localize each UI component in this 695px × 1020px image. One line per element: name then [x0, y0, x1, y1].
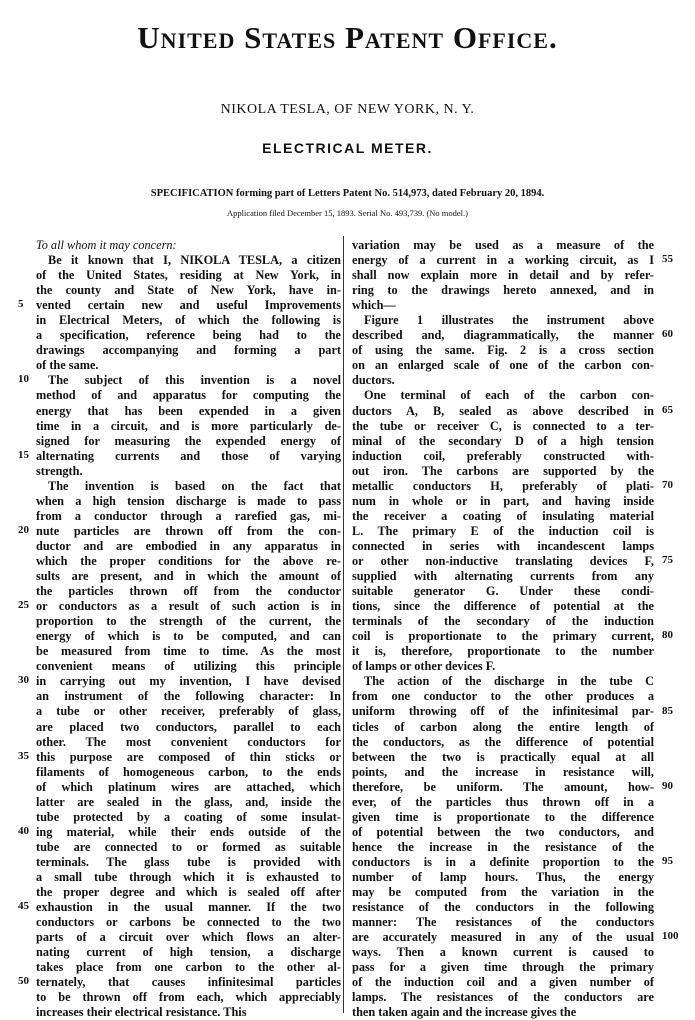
text-line: of the United States, residing at New York, in [36, 268, 341, 283]
text-line: alternating currents and those of varying [36, 448, 341, 463]
text-line: exhaustion in the usual manner. If the two [36, 900, 341, 915]
text-line: coil is proportionate to the primary current, [352, 629, 654, 644]
text-line: when a high tension discharge is made to pass [36, 493, 341, 508]
text-line: time in a circuit, and is more particularly de- [36, 418, 341, 433]
text-line: which— [352, 298, 396, 313]
text-line: proportion to the strength of the current, the [36, 614, 341, 629]
text-line: num in whole or in part, and having inside [352, 493, 654, 508]
patent-title: ELECTRICAL METER. [262, 140, 433, 156]
text-line: The subject of this invention is a novel [48, 373, 341, 388]
patent-office-heading: United States Patent Office. [137, 20, 558, 55]
text-line: ternately, that causes infinitesimal particles [36, 975, 341, 990]
text-line: takes place from one carbon to the other al- [36, 960, 341, 975]
line-number: 95 [662, 855, 673, 868]
text-line: strength. [36, 463, 83, 478]
text-line: the county and State of New York, have in- [36, 283, 341, 298]
text-line: tions, since the difference of potential at the [352, 599, 654, 614]
text-line: One terminal of each of the carbon con- [364, 388, 654, 403]
text-line: an instrument of the following character: In [36, 689, 341, 704]
specification-line: SPECIFICATION forming part of Letters Patent No. 514,973, dated February 20, 1894. [150, 188, 545, 199]
text-line: energy of a current in a working circuit, as I [352, 253, 654, 268]
text-line: the conductors, as the difference of potential [352, 734, 654, 749]
text-line: ductors A, B, sealed as above described in [352, 403, 654, 418]
text-line: resistance of the conductors in the following [352, 900, 654, 915]
text-line: minal of the secondary D of a high tension [352, 433, 654, 448]
text-line: shall now explain more in detail and by refer- [352, 268, 654, 283]
text-line: a small tube through which it is exhausted to [36, 869, 341, 884]
text-line: in carrying out my invention, I have devised [36, 674, 341, 689]
text-line: from a conductor through a rarefied gas, mi- [36, 508, 341, 523]
text-line: latter are sealed in the glass, and, inside the [36, 794, 341, 809]
line-number: 20 [18, 523, 29, 536]
line-number: 70 [662, 478, 673, 491]
text-line: vented certain new and useful Improvements [36, 298, 341, 313]
text-line: of potential between the two conductors, and [352, 824, 654, 839]
text-line: are placed two conductors, parallel to each [36, 719, 341, 734]
text-line: the proper degree and which is sealed off after [36, 885, 341, 900]
line-number: 50 [18, 975, 29, 988]
text-line: sults are present, and in which the amount of [36, 569, 341, 584]
text-line: The invention is based on the fact that [48, 478, 341, 493]
line-number: 80 [662, 629, 673, 642]
text-line: other. The most convenient conductors for [36, 734, 341, 749]
line-number: 100 [662, 930, 679, 943]
text-line: or other non-inductive translating devices F, [352, 553, 654, 568]
line-number: 85 [662, 704, 673, 717]
text-line: Figure 1 illustrates the instrument above [364, 313, 654, 328]
text-line: metallic conductors H, preferably of plati- [352, 478, 654, 493]
line-number: 30 [18, 674, 29, 687]
text-line: conductors is in a definite proportion to the [352, 854, 654, 869]
line-number: 90 [662, 779, 673, 792]
text-line: this purpose are composed of thin sticks or [36, 749, 341, 764]
left-column [36, 238, 341, 1020]
application-line: Application filed December 15, 1893. Serial No. 493,739. (No model.) [226, 208, 468, 218]
text-line: nating current of high tension, a discharge [36, 945, 341, 960]
text-line: a tube or other receiver, preferably of glass, [36, 704, 341, 719]
text-line: induction coil, preferably constructed with- [352, 448, 654, 463]
text-line: or conductors as a result of such action is in [36, 599, 341, 614]
text-line: then taken again and the increase gives the [352, 1005, 577, 1020]
line-number: 75 [662, 554, 673, 567]
text-line: filaments of homogeneous carbon, to the ends [36, 764, 341, 779]
text-line: may be computed from the variation in the [352, 885, 654, 900]
text-line: pass for a given time through the primary [352, 960, 654, 975]
text-line: described and, diagrammatically, the manner [352, 328, 654, 343]
text-line: tube are connected to or formed as suitable [36, 839, 341, 854]
text-line: manner: The resistances of the conductors [352, 915, 654, 930]
text-line: suitable generator G. Under these condi- [352, 584, 654, 599]
text-line: variation may be used as a measure of the [352, 238, 654, 252]
text-line: conductors or carbons be connected to the two [36, 915, 341, 930]
text-line: parts of a circuit over which flows an alter- [36, 930, 341, 945]
text-line: of lamps or other devices F. [352, 659, 496, 674]
text-line: out iron. The carbons are supported by the [352, 463, 654, 478]
text-line: To all whom it may concern: [36, 238, 177, 252]
line-number: 15 [18, 448, 29, 461]
line-number: 65 [662, 403, 673, 416]
line-number: 25 [18, 599, 29, 612]
text-line: lamps. The resistances of the conductors are [352, 990, 654, 1005]
text-line: points, and the increase in resistance will, [352, 764, 654, 779]
line-number: 10 [18, 373, 29, 386]
text-line: the particles thrown off from the conductor [36, 584, 341, 599]
text-line: it is, therefore, proportionate to the number [352, 644, 654, 659]
text-line: which the proper conditions for the above re- [36, 553, 341, 568]
text-line: ways. Then a known current is caused to [352, 945, 654, 960]
text-line: given time is proportionate to the difference [352, 809, 654, 824]
text-line: ever, of the particles thus thrown off in a [352, 794, 654, 809]
text-line: L. The primary E of the induction coil is [352, 523, 654, 538]
text-line: from one conductor to the other produces a [352, 689, 654, 704]
text-line: to be thrown off from each, which appreciably [36, 990, 341, 1005]
text-line: drawings accompanying and forming a part [36, 343, 341, 358]
text-line: signed for measuring the expended energy of [36, 433, 341, 448]
right-column [352, 238, 654, 1020]
text-line: nute particles are thrown off from the con- [36, 523, 341, 538]
column-divider [343, 236, 344, 1013]
line-number: 45 [18, 900, 29, 913]
text-line: on an enlarged scale of one of the carbon con- [352, 358, 654, 373]
text-line: of using the same. Fig. 2 is a cross section [352, 343, 654, 358]
line-number: 35 [18, 749, 29, 762]
text-line: increases their electrical resistance. This [36, 1005, 247, 1020]
text-line: terminals. The glass tube is provided with [36, 854, 341, 869]
text-line: ticles of carbon along the entire length of [352, 719, 654, 734]
text-line: therefore, be uniform. The amount, how- [352, 779, 654, 794]
text-line: connected in series with incandescent lamps [352, 538, 654, 553]
text-line: of the same. [36, 358, 99, 373]
inventor-line: NIKOLA TESLA, OF NEW YORK, N. Y. [220, 102, 475, 117]
text-line: ing material, while their ends outside of the [36, 824, 341, 839]
line-number: 55 [662, 253, 673, 266]
text-line: number of lamp hours. Thus, the energy [352, 869, 654, 884]
text-line: in Electrical Meters, of which the following is [36, 313, 341, 328]
text-line: hence the increase in the resistance of the [352, 839, 654, 854]
text-line: between the two is practically equal at all [352, 749, 654, 764]
line-number: 60 [662, 328, 673, 341]
text-line: method of and apparatus for computing the [36, 388, 341, 403]
line-number: 5 [18, 298, 24, 311]
text-line: uniform throwing off of the infinitesimal par- [352, 704, 654, 719]
text-line: are accurately measured in any of the usual [352, 930, 654, 945]
text-line: of which platinum wires are attached, which [36, 779, 341, 794]
text-line: The action of the discharge in the tube C [364, 674, 654, 689]
text-line: ductor and are embodied in any apparatus in [36, 538, 341, 553]
text-line: be measured from time to time. As the most [36, 644, 341, 659]
text-line: energy of which is to be computed, and can [36, 629, 341, 644]
text-line: terminals of the secondary of the induction [352, 614, 654, 629]
text-line: a specification, reference being had to the [36, 328, 341, 343]
text-line: supplied with alternating currents from any [352, 569, 654, 584]
text-line: ductors. [352, 373, 395, 388]
text-line: ring to the drawings hereto annexed, and in [352, 283, 654, 298]
text-line: the receiver a coating of insulating material [352, 508, 654, 523]
text-line: the tube or receiver C, is connected to a ter- [352, 418, 654, 433]
line-number: 40 [18, 824, 29, 837]
text-line: of the induction coil and a given number of [352, 975, 654, 990]
text-line: energy that has been expended in a given [36, 403, 341, 418]
text-line: convenient means of utilizing this principle [36, 659, 341, 674]
text-line: tube protected by a coating of some insulat- [36, 809, 341, 824]
text-line: Be it known that I, NIKOLA TESLA, a citizen [48, 253, 341, 268]
